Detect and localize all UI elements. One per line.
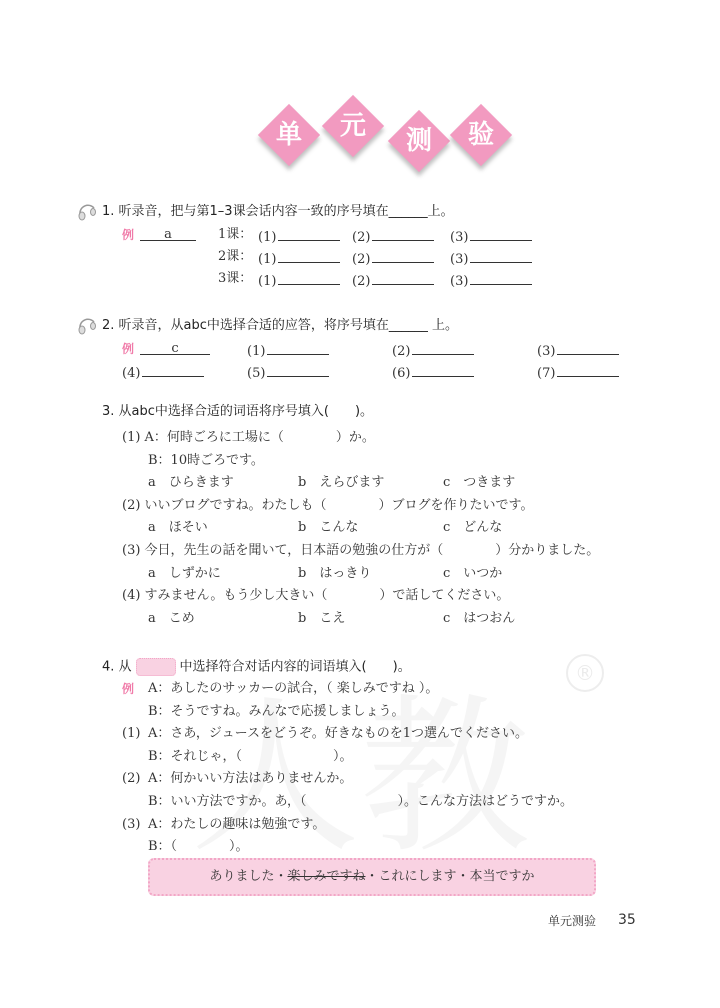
answer-blank [142,363,204,377]
item-number: (1) [258,230,277,245]
item-number: (7) [537,366,556,381]
q4-title: 4. 从 中选择符合对话内容的词语填入( )。 [102,659,411,675]
item-number: (1) [258,274,277,289]
answer-blank [372,271,434,285]
answer-slot [450,249,532,268]
choice-word: 本当ですか [469,869,535,884]
item-number: (3) [537,344,556,359]
item-number: (3) [450,230,469,245]
lesson-label: 3课： [218,271,253,286]
answer-slot [537,341,619,360]
answer-slot [537,363,619,382]
question-line: (4) すみません。もう少し大きい（ ）で話してください。 [122,588,510,604]
registered-mark: ® [566,654,604,692]
item-number: (2) [352,230,371,245]
choice-box-marker [136,658,176,676]
lesson-label: 2课： [218,249,253,264]
question-line: (2) いいブログですね。わたしも（ ）ブログを作りたいです。 [122,497,534,513]
q3-title: 3. 从abc中选择合适的词语将序号填入( )。 [102,404,374,419]
answer-slot [247,341,329,360]
item-number: (3) [450,274,469,289]
answer-blank [267,341,329,355]
choice-word: 楽しみですね [287,869,366,884]
option: a ほそい [148,520,208,536]
item-number: (2) [392,344,411,359]
item-number: (3) [450,252,469,267]
option: c どんな [443,520,503,536]
headphone-icon [76,314,98,336]
example-label: 例 [122,682,135,696]
answer-blank [267,363,329,377]
answer-blank [557,341,619,355]
answer-slot [450,271,532,290]
answer-blank [278,249,340,263]
dialogue-line: A：わたしの趣味は勉強です。 [148,816,326,832]
item-number: (1) [247,344,266,359]
answer-blank [372,227,434,241]
answer-slot [352,249,434,268]
page-number: 35 [618,912,636,928]
example-label: 例 [122,342,135,356]
title-char: 单 [275,120,302,150]
example-answer: a [140,227,196,241]
dialogue-line: B：いい方法ですか。あ，（ ）。こんな方法はどうですか。 [148,794,574,809]
answer-blank [278,227,340,241]
item-number: (1) [258,252,277,267]
q2-title: 2. 听录音，从abc中选择合适的应答，将序号填在______ 上。 [102,318,459,333]
headphone-icon [76,200,98,222]
separator: ・ [456,869,470,884]
item-number: (2) [122,771,141,787]
option: c はつおん [443,610,516,626]
q1-title: 1. 听录音，把与第1–3课会话内容一致的序号填在______上。 [102,204,454,219]
option: a ひらきます [148,475,234,491]
dialogue-line: A：何かいい方法はありませんか。 [148,771,353,787]
title-char: 测 [405,126,432,156]
title-char: 元 [339,111,366,141]
option: b こえ [298,610,346,626]
option: c つきます [443,475,516,491]
item-number: (2) [352,274,371,289]
answer-slot [258,271,340,290]
item-number: (2) [352,252,371,267]
dialogue-line: B：そうですね。みんなで応援しましょう。 [148,703,405,719]
lesson-label: 1课： [218,227,253,242]
separator: ・ [274,869,288,884]
answer-blank [470,271,532,285]
answer-blank [412,363,474,377]
answer-slot [247,363,329,382]
question-line: B：10時ごろです。 [148,452,264,468]
option: a しずかに [148,565,221,581]
answer-blank [278,271,340,285]
dialogue-line: B：（ ）。 [148,839,249,855]
item-number: (5) [247,366,266,381]
answer-slot [392,363,474,382]
example-answer: c [140,341,210,355]
item-number: (1) [122,726,141,742]
dialogue-line: B：それじゃ，（ ）。 [148,748,353,764]
answer-blank [412,341,474,355]
answer-slot [258,249,340,268]
question-line: (3) 今日，先生の話を聞いて，日本語の勉強の仕方が（ ）分かりました。 [122,543,600,558]
dialogue-line: A：さあ，ジュースをどうぞ。好きなものを1つ選んでください。 [148,726,528,742]
separator: ・ [365,869,379,884]
item-number: (6) [392,366,411,381]
answer-blank [557,363,619,377]
answer-slot [352,227,434,246]
option: a こめ [148,610,195,626]
option: b えらびます [298,475,385,491]
question-line: (1) A：何時ごろに工場に（ ）か。 [122,430,375,445]
option: c いつか [443,565,503,581]
answer-slot [450,227,532,246]
answer-slot [392,341,474,360]
answer-blank [470,227,532,241]
answer-blank [470,249,532,263]
item-number: (4) [122,366,141,381]
footer-section: 单元测验 [548,914,597,928]
example-label: 例 [122,228,135,242]
item-number: (3) [122,816,141,832]
option: b こんな [298,520,359,536]
answer-blank [372,249,434,263]
title-char: 验 [467,120,494,150]
word-choice-box [148,858,596,896]
answer-slot [352,271,434,290]
answer-slot [258,227,340,246]
choice-word: これにします [378,869,457,884]
choice-word: ありました [209,869,275,884]
dialogue-line: A：あしたのサッカーの試合，（ 楽しみですね ）。 [148,681,439,696]
answer-slot [122,363,204,382]
option: b はっきり [298,565,372,581]
